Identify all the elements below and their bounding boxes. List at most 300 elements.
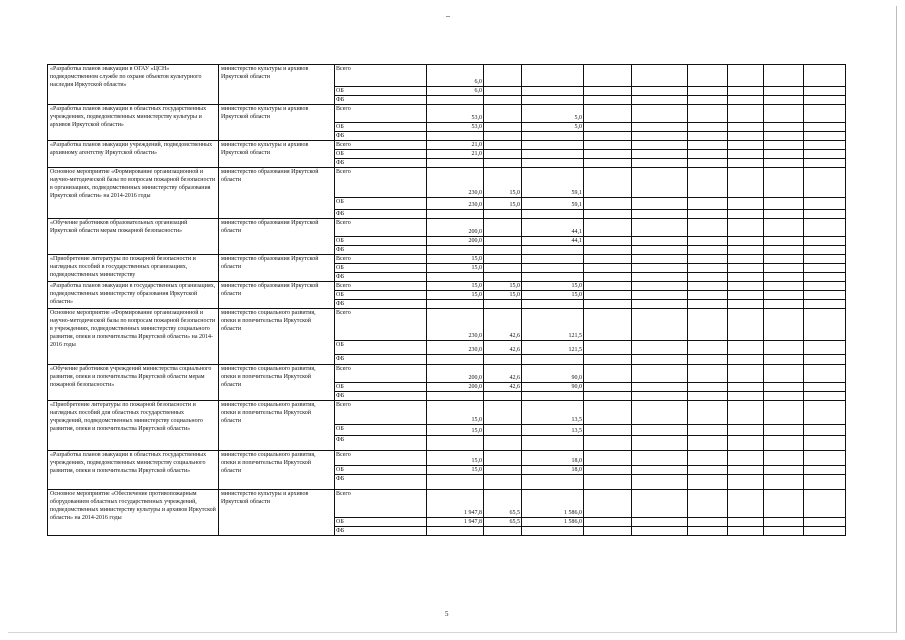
value-cell-1: 230,0	[427, 198, 484, 210]
value-cell-2	[484, 150, 522, 159]
empty-cell	[728, 309, 764, 341]
empty-cell	[632, 96, 688, 105]
empty-cell	[632, 105, 688, 123]
executor-cell: министерство культуры и архивов Иркутской области	[219, 105, 335, 141]
value-cell-3: 59,1	[522, 198, 584, 210]
empty-cell	[728, 365, 764, 383]
empty-cell	[804, 383, 846, 392]
funding-source-cell: ФБ	[335, 132, 427, 141]
empty-cell	[804, 436, 846, 451]
empty-cell	[632, 466, 688, 475]
executor-cell: министерство образования Иркутской области	[219, 282, 335, 309]
empty-cell	[804, 168, 846, 198]
value-cell-3: 18,0	[522, 451, 584, 466]
table-row	[48, 490, 846, 518]
empty-cell	[584, 123, 632, 132]
value-cell-3: 5,0	[522, 105, 584, 123]
empty-cell	[804, 255, 846, 264]
empty-cell	[804, 282, 846, 291]
empty-cell	[804, 466, 846, 475]
empty-cell	[584, 150, 632, 159]
empty-cell	[728, 392, 764, 401]
funding-source-cell: ОБ	[335, 87, 427, 96]
value-cell-3: 5,0	[522, 123, 584, 132]
empty-cell	[728, 383, 764, 392]
empty-cell	[728, 150, 764, 159]
empty-cell	[584, 291, 632, 300]
activity-name-cell: «Обучение работников учреждений министерства социального развития, опеки и попечительства Иркутской области мерам пожарной безопасности»	[48, 365, 219, 401]
empty-cell	[584, 425, 632, 436]
table-row	[48, 255, 846, 264]
empty-cell	[804, 159, 846, 168]
empty-cell	[584, 451, 632, 466]
empty-cell	[804, 141, 846, 150]
empty-cell	[728, 341, 764, 355]
empty-cell	[764, 282, 804, 291]
empty-cell	[804, 219, 846, 237]
funding-source-cell: Всего	[335, 255, 427, 264]
empty-cell	[804, 291, 846, 300]
empty-cell	[764, 132, 804, 141]
value-cell-3	[522, 87, 584, 96]
empty-cell	[584, 355, 632, 365]
table-row	[48, 168, 846, 198]
value-cell-3	[522, 436, 584, 451]
page-number: 5	[445, 610, 449, 618]
value-cell-3: 121,5	[522, 341, 584, 355]
executor-cell: министерство образования Иркутской области	[219, 219, 335, 255]
value-cell-2	[484, 451, 522, 466]
empty-cell	[688, 282, 728, 291]
activity-name-cell: «Разработка планов эвакуации в ОГАУ «ЦСН» подведомственном службе по охране объектов культурного наследия Иркутской области»	[48, 65, 219, 105]
empty-cell	[728, 219, 764, 237]
funding-source-cell: ФБ	[335, 300, 427, 309]
empty-cell	[688, 210, 728, 219]
table-row	[48, 309, 846, 341]
empty-cell	[764, 210, 804, 219]
value-cell-1	[427, 246, 484, 255]
funding-source-cell: ОБ	[335, 150, 427, 159]
funding-source-cell: ФБ	[335, 96, 427, 105]
value-cell-2	[484, 436, 522, 451]
table-body	[48, 65, 846, 536]
empty-cell	[728, 132, 764, 141]
empty-cell	[764, 141, 804, 150]
value-cell-3	[522, 527, 584, 536]
value-cell-2: 42,6	[484, 365, 522, 383]
empty-cell	[632, 436, 688, 451]
empty-cell	[584, 141, 632, 150]
funding-source-cell: Всего	[335, 141, 427, 150]
funding-source-cell: ОБ	[335, 425, 427, 436]
empty-cell	[632, 401, 688, 425]
value-cell-2	[484, 300, 522, 309]
empty-cell	[584, 527, 632, 536]
empty-cell	[688, 401, 728, 425]
value-cell-1: 15,0	[427, 291, 484, 300]
empty-cell	[584, 96, 632, 105]
value-cell-3: 90,0	[522, 383, 584, 392]
empty-cell	[632, 475, 688, 490]
value-cell-3: 1 586,0	[522, 490, 584, 518]
value-cell-1	[427, 96, 484, 105]
value-cell-3	[522, 65, 584, 87]
empty-cell	[688, 518, 728, 527]
table-row	[48, 65, 846, 87]
empty-cell	[584, 300, 632, 309]
empty-cell	[688, 198, 728, 210]
empty-cell	[804, 355, 846, 365]
funding-source-cell: ОБ	[335, 237, 427, 246]
value-cell-1: 6,0	[427, 87, 484, 96]
empty-cell	[584, 309, 632, 341]
empty-cell	[764, 273, 804, 282]
value-cell-2	[484, 475, 522, 490]
value-cell-2	[484, 527, 522, 536]
funding-source-cell: ОБ	[335, 291, 427, 300]
funding-source-cell: ОБ	[335, 341, 427, 355]
activity-name-cell: «Приобретение литературы по пожарной безопасности и наглядных пособий в государственных организациях, подведомственных министерству	[48, 255, 219, 282]
value-cell-1	[427, 300, 484, 309]
funding-source-cell: ФБ	[335, 246, 427, 255]
empty-cell	[764, 341, 804, 355]
funding-source-cell: Всего	[335, 365, 427, 383]
table-row	[48, 282, 846, 291]
empty-cell	[688, 527, 728, 536]
empty-cell	[764, 466, 804, 475]
empty-cell	[728, 518, 764, 527]
empty-cell	[632, 451, 688, 466]
empty-cell	[584, 210, 632, 219]
value-cell-3: 1 586,0	[522, 518, 584, 527]
empty-cell	[728, 436, 764, 451]
value-cell-3: 44,1	[522, 237, 584, 246]
value-cell-1: 200,0	[427, 219, 484, 237]
empty-cell	[632, 210, 688, 219]
value-cell-2: 65,5	[484, 518, 522, 527]
value-cell-1	[427, 355, 484, 365]
value-cell-3: 15,0	[522, 291, 584, 300]
value-cell-1: 230,0	[427, 168, 484, 198]
funding-source-cell: Всего	[335, 309, 427, 341]
funding-source-cell: ОБ	[335, 264, 427, 273]
empty-cell	[688, 425, 728, 436]
funding-source-cell: Всего	[335, 219, 427, 237]
empty-cell	[804, 451, 846, 466]
empty-cell	[632, 246, 688, 255]
value-cell-3	[522, 273, 584, 282]
empty-cell	[584, 273, 632, 282]
executor-cell: министерство культуры и архивов Иркутской области	[219, 65, 335, 105]
value-cell-2	[484, 210, 522, 219]
funding-source-cell: Всего	[335, 105, 427, 123]
value-cell-2: 42,6	[484, 309, 522, 341]
value-cell-1: 53,0	[427, 123, 484, 132]
funding-source-cell: ФБ	[335, 392, 427, 401]
activity-name-cell: Основное мероприятие «Формирование организационной и научно-методической базы по вопросам пожарной безопасности в учреждениях, подведомственных министерству социального развития, опеки и попечительства Иркутской области» на 2014-2016 годы	[48, 309, 219, 365]
empty-cell	[632, 309, 688, 341]
empty-cell	[688, 264, 728, 273]
value-cell-3: 90,0	[522, 365, 584, 383]
value-cell-2: 15,0	[484, 291, 522, 300]
empty-cell	[688, 436, 728, 451]
empty-cell	[728, 168, 764, 198]
executor-cell: министерство социального развития, опеки и попечительства Иркутской области	[219, 365, 335, 401]
empty-cell	[632, 237, 688, 246]
empty-cell	[804, 237, 846, 246]
funding-source-cell: ФБ	[335, 527, 427, 536]
empty-cell	[804, 401, 846, 425]
value-cell-3	[522, 355, 584, 365]
empty-cell	[764, 237, 804, 246]
empty-cell	[688, 132, 728, 141]
empty-cell	[764, 365, 804, 383]
activity-name-cell: «Обучение работников образовательных организаций Иркутской области мерам пожарной безопасности»	[48, 219, 219, 255]
funding-source-cell: ОБ	[335, 466, 427, 475]
value-cell-1: 15,0	[427, 282, 484, 291]
empty-cell	[688, 309, 728, 341]
empty-cell	[728, 490, 764, 518]
empty-cell	[632, 198, 688, 210]
empty-cell	[632, 168, 688, 198]
value-cell-1	[427, 132, 484, 141]
value-cell-2	[484, 401, 522, 425]
empty-cell	[764, 392, 804, 401]
empty-cell	[632, 291, 688, 300]
executor-cell: министерство социального развития, опеки и попечительства Иркутской области	[219, 309, 335, 365]
empty-cell	[632, 159, 688, 168]
value-cell-1: 6,0	[427, 65, 484, 87]
funding-source-cell: ОБ	[335, 198, 427, 210]
empty-cell	[804, 246, 846, 255]
value-cell-2	[484, 255, 522, 264]
empty-cell	[688, 383, 728, 392]
empty-cell	[728, 87, 764, 96]
value-cell-3	[522, 264, 584, 273]
empty-cell	[764, 383, 804, 392]
empty-cell	[804, 132, 846, 141]
activity-name-cell: Основное мероприятие «Обеспечение противопожарным оборудованием областных государственных учреждений, подведомственных министерству культуры и архивов Иркутской области» на 2014-2016 годы	[48, 490, 219, 536]
empty-cell	[584, 466, 632, 475]
empty-cell	[764, 150, 804, 159]
empty-cell	[584, 87, 632, 96]
empty-cell	[632, 383, 688, 392]
value-cell-3: 13,5	[522, 401, 584, 425]
value-cell-1	[427, 436, 484, 451]
empty-cell	[688, 466, 728, 475]
empty-cell	[728, 451, 764, 466]
empty-cell	[584, 518, 632, 527]
empty-cell	[584, 219, 632, 237]
empty-cell	[764, 527, 804, 536]
empty-cell	[728, 159, 764, 168]
empty-cell	[728, 237, 764, 246]
empty-cell	[728, 401, 764, 425]
value-cell-3	[522, 159, 584, 168]
value-cell-1	[427, 210, 484, 219]
empty-cell	[632, 392, 688, 401]
empty-cell	[632, 425, 688, 436]
empty-cell	[764, 123, 804, 132]
empty-cell	[728, 475, 764, 490]
empty-cell	[804, 527, 846, 536]
empty-cell	[632, 300, 688, 309]
value-cell-1: 1 947,8	[427, 490, 484, 518]
value-cell-1: 21,0	[427, 141, 484, 150]
value-cell-2: 15,0	[484, 198, 522, 210]
empty-cell	[764, 490, 804, 518]
empty-cell	[764, 451, 804, 466]
funding-source-cell: ФБ	[335, 475, 427, 490]
empty-cell	[584, 383, 632, 392]
empty-cell	[688, 273, 728, 282]
value-cell-2	[484, 123, 522, 132]
value-cell-1: 200,0	[427, 365, 484, 383]
empty-cell	[764, 309, 804, 341]
value-cell-1	[427, 527, 484, 536]
empty-cell	[804, 365, 846, 383]
empty-cell	[804, 96, 846, 105]
empty-cell	[728, 466, 764, 475]
empty-cell	[632, 490, 688, 518]
value-cell-1: 15,0	[427, 451, 484, 466]
value-cell-2	[484, 105, 522, 123]
empty-cell	[584, 65, 632, 87]
empty-cell	[584, 168, 632, 198]
empty-cell	[632, 282, 688, 291]
value-cell-2	[484, 246, 522, 255]
empty-cell	[688, 96, 728, 105]
empty-cell	[804, 198, 846, 210]
empty-cell	[764, 105, 804, 123]
executor-cell: министерство культуры и архивов Иркутской области	[219, 490, 335, 536]
empty-cell	[584, 264, 632, 273]
value-cell-1: 15,0	[427, 466, 484, 475]
scan-mark	[446, 16, 450, 17]
empty-cell	[632, 141, 688, 150]
empty-cell	[688, 451, 728, 466]
activity-name-cell: «Разработка планов эвакуации учреждений, подведомственных архивному агентству Иркутской области»	[48, 141, 219, 168]
empty-cell	[804, 105, 846, 123]
empty-cell	[764, 255, 804, 264]
value-cell-1: 15,0	[427, 425, 484, 436]
empty-cell	[728, 123, 764, 132]
empty-cell	[688, 123, 728, 132]
empty-cell	[688, 300, 728, 309]
value-cell-1: 230,0	[427, 341, 484, 355]
empty-cell	[728, 210, 764, 219]
empty-cell	[688, 392, 728, 401]
empty-cell	[688, 490, 728, 518]
funding-source-cell: Всего	[335, 401, 427, 425]
empty-cell	[804, 150, 846, 159]
value-cell-1: 15,0	[427, 264, 484, 273]
empty-cell	[804, 392, 846, 401]
value-cell-2	[484, 425, 522, 436]
empty-cell	[764, 425, 804, 436]
value-cell-3: 59,1	[522, 168, 584, 198]
empty-cell	[764, 475, 804, 490]
executor-cell: министерство культуры и архивов Иркутской области	[219, 141, 335, 168]
funding-source-cell: ФБ	[335, 210, 427, 219]
empty-cell	[584, 105, 632, 123]
empty-cell	[764, 518, 804, 527]
empty-cell	[728, 527, 764, 536]
funding-source-cell: ФБ	[335, 436, 427, 451]
value-cell-3	[522, 96, 584, 105]
empty-cell	[764, 65, 804, 87]
value-cell-2	[484, 273, 522, 282]
funding-source-cell: Всего	[335, 490, 427, 518]
empty-cell	[688, 105, 728, 123]
empty-cell	[584, 341, 632, 355]
executor-cell: министерство образования Иркутской области	[219, 168, 335, 219]
value-cell-3: 15,0	[522, 282, 584, 291]
value-cell-3	[522, 150, 584, 159]
empty-cell	[804, 87, 846, 96]
empty-cell	[632, 355, 688, 365]
empty-cell	[728, 264, 764, 273]
empty-cell	[688, 87, 728, 96]
empty-cell	[764, 198, 804, 210]
empty-cell	[632, 273, 688, 282]
value-cell-1	[427, 475, 484, 490]
empty-cell	[764, 246, 804, 255]
empty-cell	[728, 65, 764, 87]
value-cell-2	[484, 159, 522, 168]
value-cell-2	[484, 392, 522, 401]
funding-source-cell: ОБ	[335, 518, 427, 527]
empty-cell	[584, 401, 632, 425]
empty-cell	[764, 291, 804, 300]
empty-cell	[764, 436, 804, 451]
empty-cell	[804, 475, 846, 490]
value-cell-2	[484, 87, 522, 96]
empty-cell	[584, 490, 632, 518]
empty-cell	[688, 141, 728, 150]
value-cell-2: 15,0	[484, 168, 522, 198]
empty-cell	[688, 237, 728, 246]
table-row	[48, 141, 846, 150]
table-row	[48, 401, 846, 425]
empty-cell	[728, 198, 764, 210]
value-cell-3	[522, 246, 584, 255]
value-cell-3	[522, 475, 584, 490]
value-cell-3	[522, 141, 584, 150]
funding-source-cell: ФБ	[335, 159, 427, 168]
empty-cell	[632, 65, 688, 87]
value-cell-1	[427, 392, 484, 401]
empty-cell	[764, 159, 804, 168]
value-cell-2	[484, 355, 522, 365]
empty-cell	[804, 300, 846, 309]
value-cell-2: 42,6	[484, 383, 522, 392]
funding-source-cell: Всего	[335, 168, 427, 198]
empty-cell	[804, 425, 846, 436]
value-cell-3	[522, 210, 584, 219]
empty-cell	[632, 255, 688, 264]
value-cell-1: 230,0	[427, 309, 484, 341]
empty-cell	[584, 282, 632, 291]
empty-cell	[804, 490, 846, 518]
empty-cell	[728, 141, 764, 150]
executor-cell: министерство образования Иркутской области	[219, 255, 335, 282]
empty-cell	[764, 355, 804, 365]
value-cell-1: 200,0	[427, 237, 484, 246]
empty-cell	[804, 123, 846, 132]
table-row	[48, 105, 846, 123]
table-row	[48, 365, 846, 383]
